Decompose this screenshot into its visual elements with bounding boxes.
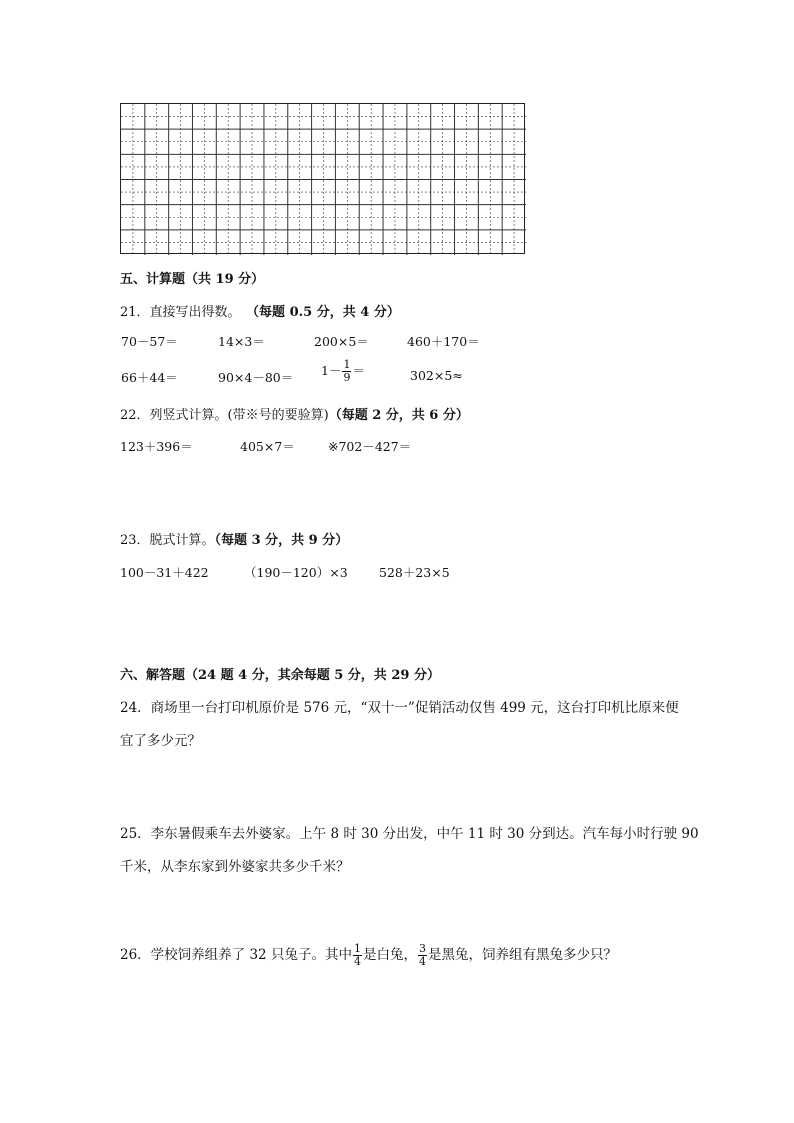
fraction-numerator: 1 xyxy=(343,358,351,371)
fraction-numerator: 1 xyxy=(353,942,361,955)
q23-item-1: 100－31＋422 xyxy=(120,565,209,580)
q26-mid: 是白兔， xyxy=(362,947,417,963)
q26-line xyxy=(120,943,617,968)
q26-pre: 26．学校饲养组养了 32 只兔子。其中 xyxy=(120,947,352,963)
q22-item-2: 405×7＝ xyxy=(240,439,295,454)
q22-item-1: 123＋396＝ xyxy=(120,439,193,454)
q26-post: 是黑兔，饲养组有黑兔多少只？ xyxy=(427,947,617,963)
q21-row1-b: 14×3＝ xyxy=(218,334,265,349)
fraction-denominator: 4 xyxy=(353,955,361,968)
q23-line xyxy=(120,529,348,548)
q26-fraction-2 xyxy=(418,943,427,968)
q25-line2: 千米，从李东家到外婆家共多少千米？ xyxy=(120,859,350,875)
q23-text: 23．脱式计算。 xyxy=(120,533,215,548)
section6-title: 六、解答题（24 题 4 分，其余每题 5 分，共 29 分） xyxy=(120,668,440,683)
q21-row2-c-pre: 1－ xyxy=(321,363,342,378)
q24-line1: 24．商场里一台打印机原价是 576 元，“双十一”促销活动仅售 499 元，这台打印机比原来便 xyxy=(120,700,679,716)
q21-score: （每题 0.5 分，共 4 分） xyxy=(252,305,400,320)
q21-line xyxy=(120,301,400,320)
q21-row1-d: 460＋170＝ xyxy=(407,334,480,349)
q26-fraction-1 xyxy=(353,943,362,968)
q24-line2: 宜了多少元？ xyxy=(120,733,201,749)
q22-item-3: ※702－427＝ xyxy=(328,439,412,454)
q23-score: （每题 3 分，共 9 分） xyxy=(214,533,349,548)
fraction-numerator: 3 xyxy=(418,942,426,955)
q23-item-2: （190－120）×3 xyxy=(244,565,348,580)
q21-row2-c-post: ＝ xyxy=(352,363,365,378)
q23-item-3: 528＋23×5 xyxy=(379,565,450,580)
q21-row2-d: 302×5≈ xyxy=(410,368,463,383)
writing-grid xyxy=(120,103,525,254)
fraction-denominator: 4 xyxy=(418,955,426,968)
q21-row2-c xyxy=(321,359,365,384)
q22-line xyxy=(120,404,469,423)
q21-row2-a: 66＋44＝ xyxy=(121,370,178,385)
q21-row1-c: 200×5＝ xyxy=(314,334,369,349)
q21-fraction xyxy=(342,359,351,384)
fraction-denominator: 9 xyxy=(343,371,351,384)
writing-grid-lines xyxy=(121,104,526,255)
q21-row2-b: 90×4－80＝ xyxy=(218,370,294,385)
q21-row1-a: 70－57＝ xyxy=(121,334,178,349)
q25-line1: 25．李东暑假乘车去外婆家。上午 8 时 30 分出发，中午 11 时 30 分到达。汽车每小时行驶 90 xyxy=(120,826,699,842)
q21-text: 21．直接写出得数。 xyxy=(120,305,241,320)
q22-score: （每题 2 分，共 6 分） xyxy=(328,408,469,423)
q22-text: 22．列竖式计算。(带※号的要验算) xyxy=(120,408,329,423)
section5-title: 五、计算题（共 19 分） xyxy=(120,272,265,287)
